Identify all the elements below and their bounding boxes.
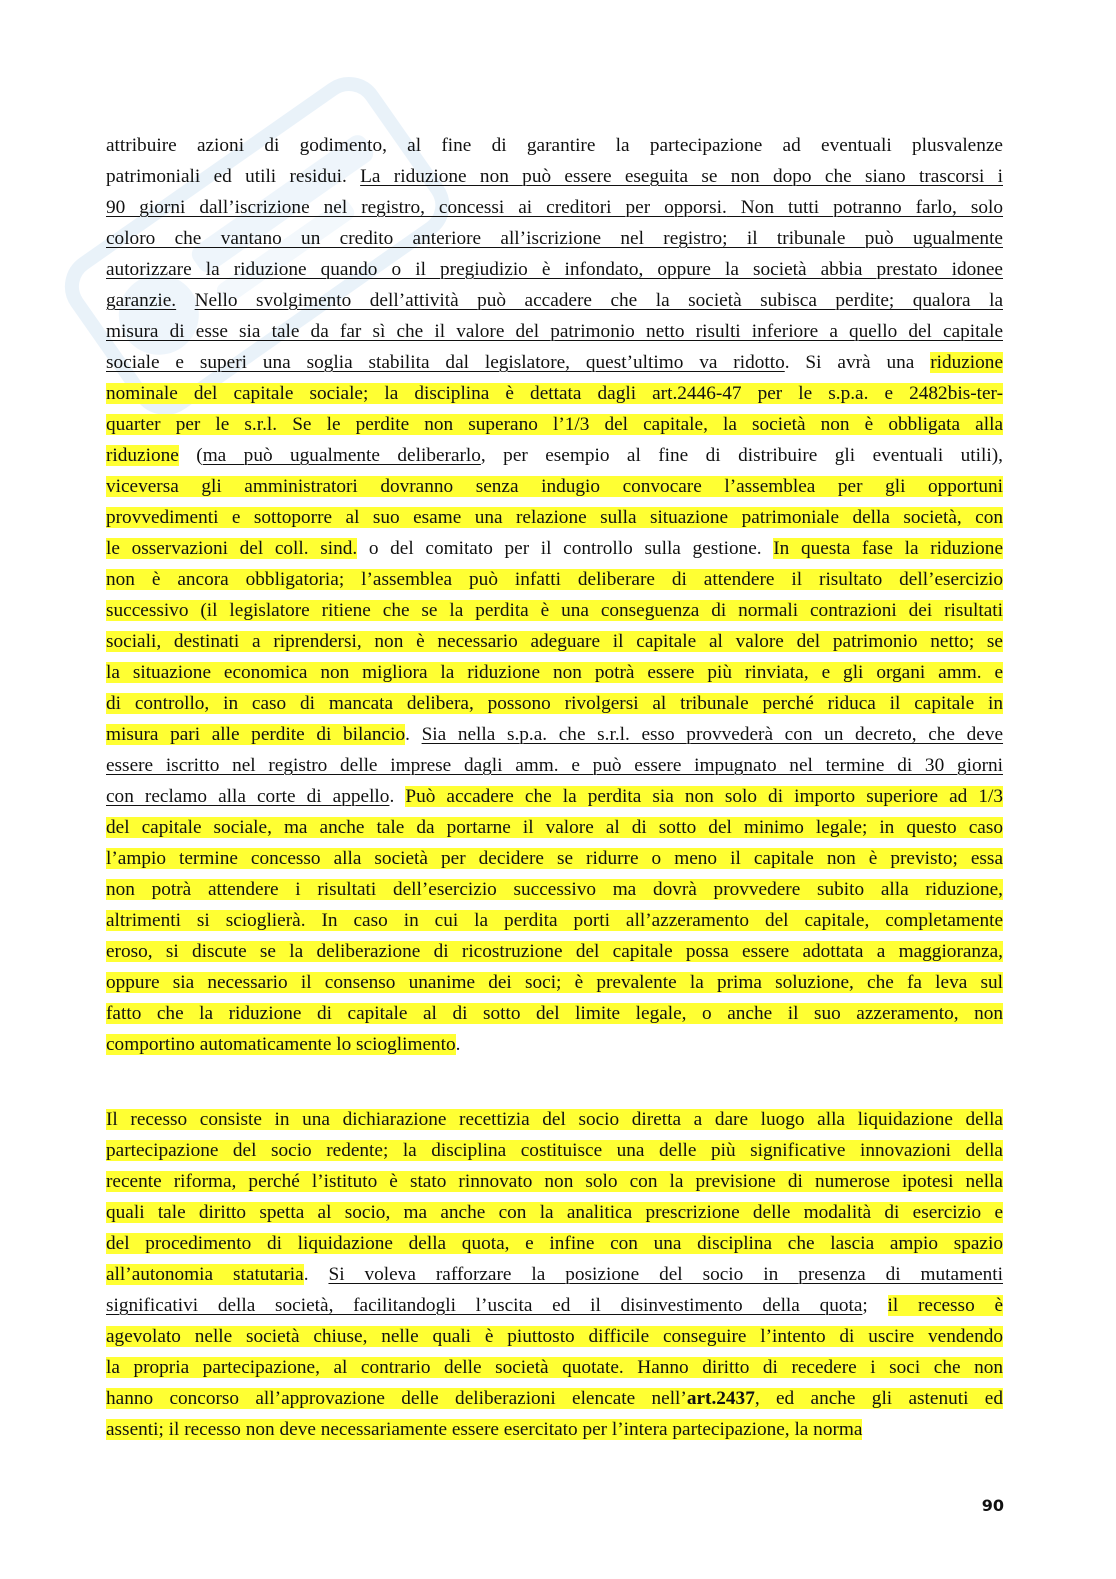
highlighted-text: non potrà attendere i risultati dell’esercizio successivo ma dovrà provvedere subito alla riduzione, (106, 879, 1003, 900)
text-segment: . (455, 1034, 461, 1055)
text-segment: o del comitato per il controllo sulla gestione. (357, 538, 774, 559)
text-segment (176, 290, 195, 311)
text-line (106, 564, 1003, 595)
highlighted-text: Può accadere che la perdita sia non solo di importo superiore ad 1/3 (405, 786, 1003, 807)
underlined-text: La riduzione non può essere eseguita se non dopo che siano trascorsi i (360, 166, 1003, 187)
highlighted-text: del procedimento di liquidazione della quota, e infine con una disciplina che lascia ampio spazio (106, 1233, 1003, 1254)
text-line (106, 533, 1003, 564)
underlined-text: coloro che vantano un credito anteriore all’iscrizione nel registro; il tribunale può ugualmente (106, 228, 1003, 249)
highlighted-text: provvedimenti e sottoporre al suo esame una relazione sulla situazione patrimoniale della società, con (106, 507, 1003, 528)
text-line (106, 192, 1003, 223)
highlighted-text: il recesso è (887, 1295, 1003, 1316)
text-line (106, 719, 1003, 750)
text-line (106, 657, 1003, 688)
underlined-text: Nello svolgimento dell’attività può accadere che la società subisca perdite; qualora la (194, 290, 1003, 311)
text-segment: attribuire azioni di godimento, al fine di garantire la partecipazione ad eventuali plusvalenze (106, 135, 1003, 156)
highlighted-text: misura pari alle perdite di bilancio (106, 724, 406, 745)
text-line (106, 1104, 1003, 1135)
text-line (106, 626, 1003, 657)
text-segment: . (303, 1264, 329, 1285)
highlighted-text: In questa fase la riduzione (773, 538, 1004, 559)
highlighted-text: hanno concorso all’approvazione delle deliberazioni elencate nell’ (106, 1388, 687, 1409)
underlined-text: misura di esse sia tale da far sì che il valore del patrimonio netto risulti inferiore a quello del capitale (106, 321, 1003, 342)
text-line (106, 781, 1003, 812)
highlighted-text: sociali, destinati a riprendersi, non è necessario adeguare il capitale al valore del patrimonio netto; se (106, 631, 1003, 652)
text-line (106, 905, 1003, 936)
highlighted-text: riduzione (930, 352, 1004, 373)
text-segment: . (389, 786, 406, 807)
text-line (106, 471, 1003, 502)
highlighted-text: agevolato nelle società chiuse, nelle quali è piuttosto difficile conseguire l’intento di uscire vendendo (106, 1326, 1003, 1347)
text-segment: ( (178, 445, 203, 466)
text-line (106, 285, 1003, 316)
underlined-text: ma può ugualmente deliberarlo (202, 445, 481, 466)
text-line (106, 1414, 1003, 1445)
underlined-text: essere iscritto nel registro delle imprese dagli amm. e può essere impugnato nel termine di 30 giorni (106, 755, 1003, 776)
highlighted-text: viceversa gli amministratori dovranno senza indugio convocare l’assemblea per gli opportuni (106, 476, 1003, 497)
text-line (106, 316, 1003, 347)
highlighted-text: quali tale diritto spetta al socio, ma anche con la analitica prescrizione delle modalità di esercizio e (106, 1202, 1003, 1223)
paragraph-recesso (106, 1104, 1003, 1445)
text-segment: , per esempio al fine di distribuire gli eventuali utili), (480, 445, 1003, 466)
underlined-text: 90 giorni dall’iscrizione nel registro, concessi ai creditori per opporsi. (106, 197, 727, 218)
text-line (106, 502, 1003, 533)
text-line (106, 998, 1003, 1029)
highlighted-text: l’ampio termine concesso alla società per decidere se ridurre o meno il capitale non è previsto; essa (106, 848, 1003, 869)
text-line (106, 440, 1003, 471)
highlighted-text: fatto che la riduzione di capitale al di sotto del limite legale, o anche il suo azzeramento, non (106, 1003, 1003, 1024)
text-line (106, 409, 1003, 440)
text-line (106, 1290, 1003, 1321)
highlighted-text: la situazione economica non migliora la riduzione non potrà essere più rinviata, e gli organi amm. e (106, 662, 1003, 683)
highlighted-text: partecipazione del socio redente; la disciplina costituisce una delle più significative innovazioni della (106, 1140, 1003, 1161)
underlined-text: garanzie. (106, 290, 177, 311)
underlined-text: Sia nella s.p.a. che s.r.l. esso provvederà con un decreto, che deve (421, 724, 1004, 745)
highlighted-text: altrimenti si scioglierà. In caso in cui la perdita porti all’azzeramento del capitale, completamente (106, 910, 1003, 931)
text-line (106, 874, 1003, 905)
highlighted-text: oppure sia necessario il consenso unanime dei soci; è prevalente la prima soluzione, che fa leva sul (106, 972, 1003, 993)
page-number: 90 (981, 1496, 1004, 1515)
highlighted-text: all’autonomia statutaria (106, 1264, 304, 1285)
underlined-text: autorizzare la riduzione quando o il pregiudizio è infondato, oppure la società abbia prestato idonee (106, 259, 1003, 280)
underlined-text: Non tutti potranno farlo, solo (726, 197, 1004, 218)
text-line (106, 223, 1003, 254)
highlighted-text: riduzione (106, 445, 179, 466)
paragraph-riduzione-capitale (106, 130, 1003, 1060)
highlighted-text: recente riforma, perché l’istituto è stato rinnovato non solo con la previsione di numerose ipotesi nella (106, 1171, 1003, 1192)
text-line (106, 1135, 1003, 1166)
highlighted-text: art.2437 (686, 1388, 755, 1409)
text-line (106, 843, 1003, 874)
highlighted-text: quarter per le s.r.l. Se le perdite non superano l’1/3 del capitale, la società non è obbligata alla (106, 414, 1003, 435)
text-line (106, 1166, 1003, 1197)
text-segment: . (405, 724, 422, 745)
highlighted-text: nominale del capitale sociale; la disciplina è dettata dagli art.2446-47 per le s.p.a. e 2482bis-ter- (106, 383, 1003, 404)
text-line (106, 1197, 1003, 1228)
text-line (106, 130, 1003, 161)
highlighted-text: le osservazioni del coll. sind. (106, 538, 358, 559)
highlighted-text: assenti; il recesso non deve necessariamente essere esercitato per l’intera partecipazione, la norma (106, 1419, 863, 1440)
text-line (106, 161, 1003, 192)
text-segment: ; (862, 1295, 888, 1316)
highlighted-text: eroso, si discute se la deliberazione di ricostruzione del capitale possa essere adottata a maggioranza, (106, 941, 1003, 962)
text-line (106, 595, 1003, 626)
text-line (106, 1321, 1003, 1352)
text-line (106, 1352, 1003, 1383)
text-line (106, 1383, 1003, 1414)
text-line (106, 378, 1003, 409)
text-line (106, 1029, 1003, 1060)
text-line (106, 812, 1003, 843)
highlighted-text: Il recesso consiste in una dichiarazione recettizia del socio diretta a dare luogo alla liquidazione della (106, 1109, 1003, 1130)
underlined-text: sociale e superi una soglia stabilita dal legislatore, quest’ultimo va ridotto (106, 352, 785, 373)
text-line (106, 688, 1003, 719)
underlined-text: significativi della società, facilitandogli l’uscita ed il disinvestimento della quota (106, 1295, 863, 1316)
text-line (106, 750, 1003, 781)
highlighted-text: non è ancora obbligatoria; l’assemblea può infatti deliberare di attendere il risultato dell’esercizio (106, 569, 1003, 590)
text-line (106, 347, 1003, 378)
highlighted-text: del capitale sociale, ma anche tale da portarne il valore al di sotto del minimo legale; in questo caso (106, 817, 1003, 838)
underlined-text: con reclamo alla corte di appello (106, 786, 390, 807)
text-segment: . Si avrà una (784, 352, 931, 373)
text-line (106, 967, 1003, 998)
highlighted-text: di controllo, in caso di mancata delibera, possono rivolgersi al tribunale perché riduca il capitale in (106, 693, 1003, 714)
text-line (106, 254, 1003, 285)
text-line (106, 936, 1003, 967)
highlighted-text: la propria partecipazione, al contrario delle società quotate. Hanno diritto di recedere i soci che non (106, 1357, 1003, 1378)
text-line (106, 1228, 1003, 1259)
highlighted-text: , ed anche gli astenuti ed (754, 1388, 1003, 1409)
text-line (106, 1259, 1003, 1290)
highlighted-text: comportino automaticamente lo scioglimento (106, 1034, 456, 1055)
text-segment: patrimoniali ed utili residui. (106, 166, 361, 187)
underlined-text: Si voleva rafforzare la posizione del socio in presenza di mutamenti (328, 1264, 1003, 1285)
highlighted-text: successivo (il legislatore ritiene che se la perdita è una conseguenza di normali contrazioni dei risultati (106, 600, 1003, 621)
